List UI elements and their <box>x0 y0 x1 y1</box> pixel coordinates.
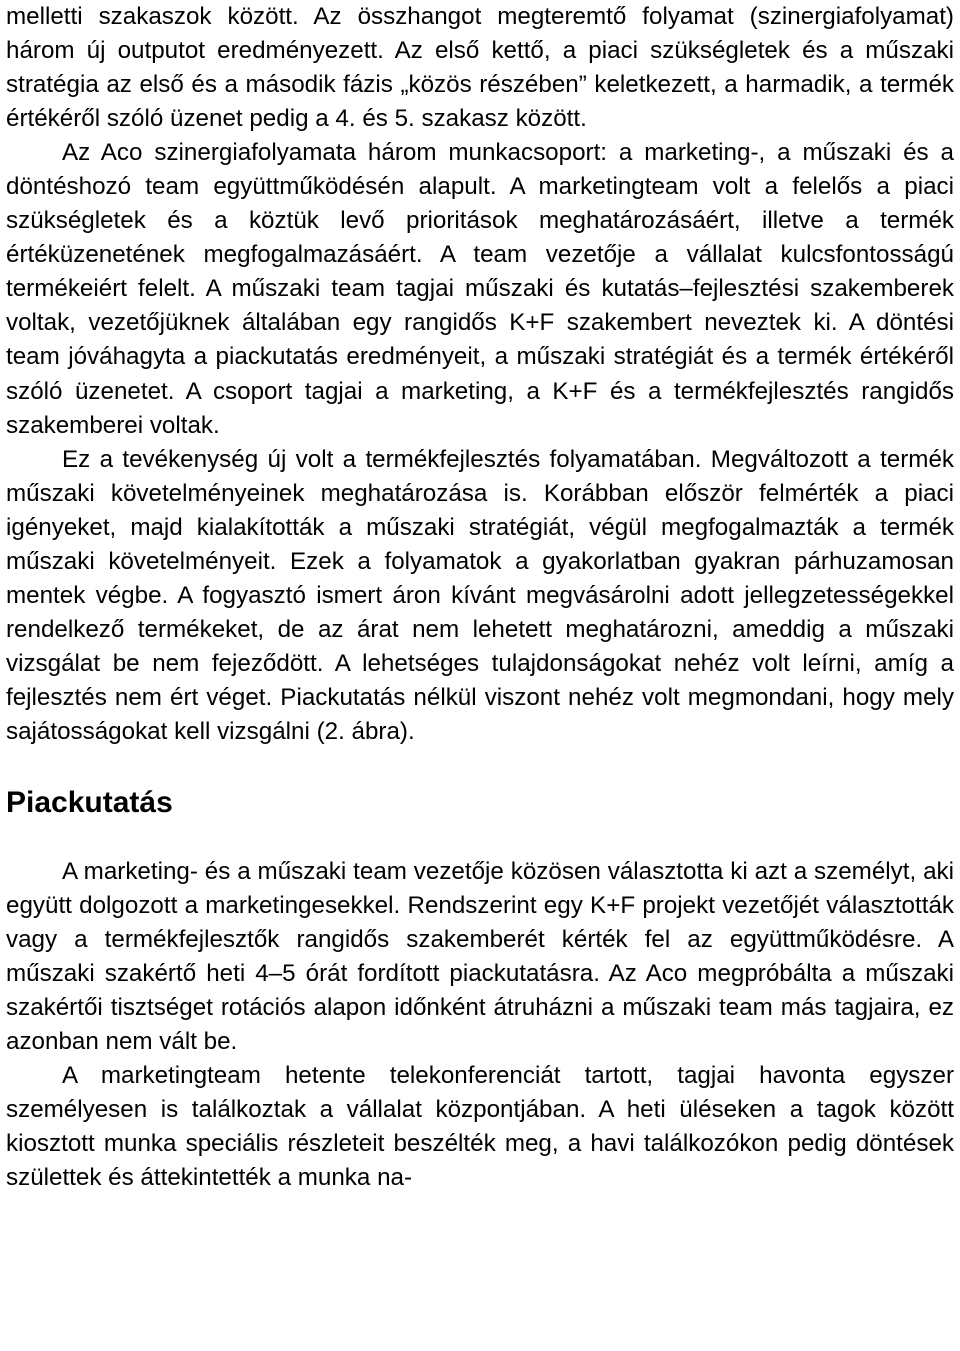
paragraph-team-leaders: A marketing- és a műszaki team vezetője közösen választotta ki azt a személyt, aki együtt dolgozott a marketingesekkel. Rendszerint egy K+F projekt vezetőjét választották vagy a termékfejlesztők rangidős szakemberét kérték fel az együttműködésre. A műszaki szakértő heti 4–5 órát fordított piackutatásra. Az Aco megpróbálta a műszaki szakértői tisztséget rotációs alapon időnként átruházni a műszaki team más tagjaira, ez azonban nem vált be. <box>6 858 954 1056</box>
paragraph-meetings: A marketingteam hetente telekonferenciát tartott, tagjai havonta egyszer személyesen is találkoztak a vállalat központjában. A heti üléseken a tagok között kiosztott munka speciális részleteit beszélték meg, a havi találkozókon pedig döntések születtek és áttekintették a munka na- <box>6 1062 954 1192</box>
figure-reference: (2. ábra). <box>316 717 415 745</box>
paragraph-new-activity <box>6 443 954 749</box>
paragraph-continuation: melletti szakaszok között. Az összhangot megteremtő folyamat (szinergiafolyamat) három új outputot eredményezett. Az első kettő, a piaci szükségletek és a műszaki stratégia az első és a második fázis „közös részében” keletkezett, a harmadik, a termék értékéről szóló üzenet pedig a 4. és 5. szakasz között. <box>6 3 954 133</box>
document-page <box>6 0 954 1196</box>
paragraph-new-activity-text: Ez a tevékenység új volt a termékfejlesztés folyamatában. Megváltozott a termék műszaki követelményeinek meghatározása is. Korábban először felmérték a piaci igényeket, majd kialakították a műszaki stratégiát, végül megfogalmazták a termék műszaki követelményeit. Ezek a folyamatok a gyakorlatban gyakran párhuzamosan mentek végbe. A fogyasztó ismert áron kívánt megvásárolni adott jellegzetességekkel rendelkező termékeket, de az árat nem lehetett meghatározni, ameddig a műszaki vizsgálat be nem fejeződött. A lehetséges tulajdonságokat nehéz volt leírni, amíg a fejlesztés nem ért véget. Piackutatás nélkül viszont nehéz volt megmondani, hogy mely sajátosságokat kell vizsgálni <box>6 445 954 745</box>
section-heading: Piackutatás <box>6 786 173 820</box>
paragraph-synergy-teams: Az Aco szinergiafolyamata három munkacsoport: a marketing-, a műszaki és a döntéshozó team együttműködésén alapult. A marketingteam volt a felelős a piaci szükségletek és a köztük levő prioritások meghatározásáért, illetve a termék értéküzenetének megfogalmazásáért. A team vezetője a vállalat kulcsfontosságú termékeiért felelt. A műszaki team tagjai műszaki és kutatás–fejlesztési szakemberek voltak, vezetőjüknek általában egy rangidős K+F szakembert neveztek ki. A döntési team jóváhagyta a piackutatás eredményeit, a műszaki stratégiát és a termék értékéről szóló üzenetet. A csoport tagjai a marketing, a K+F és a termékfejlesztés rangidős szakemberei voltak. <box>6 139 954 439</box>
